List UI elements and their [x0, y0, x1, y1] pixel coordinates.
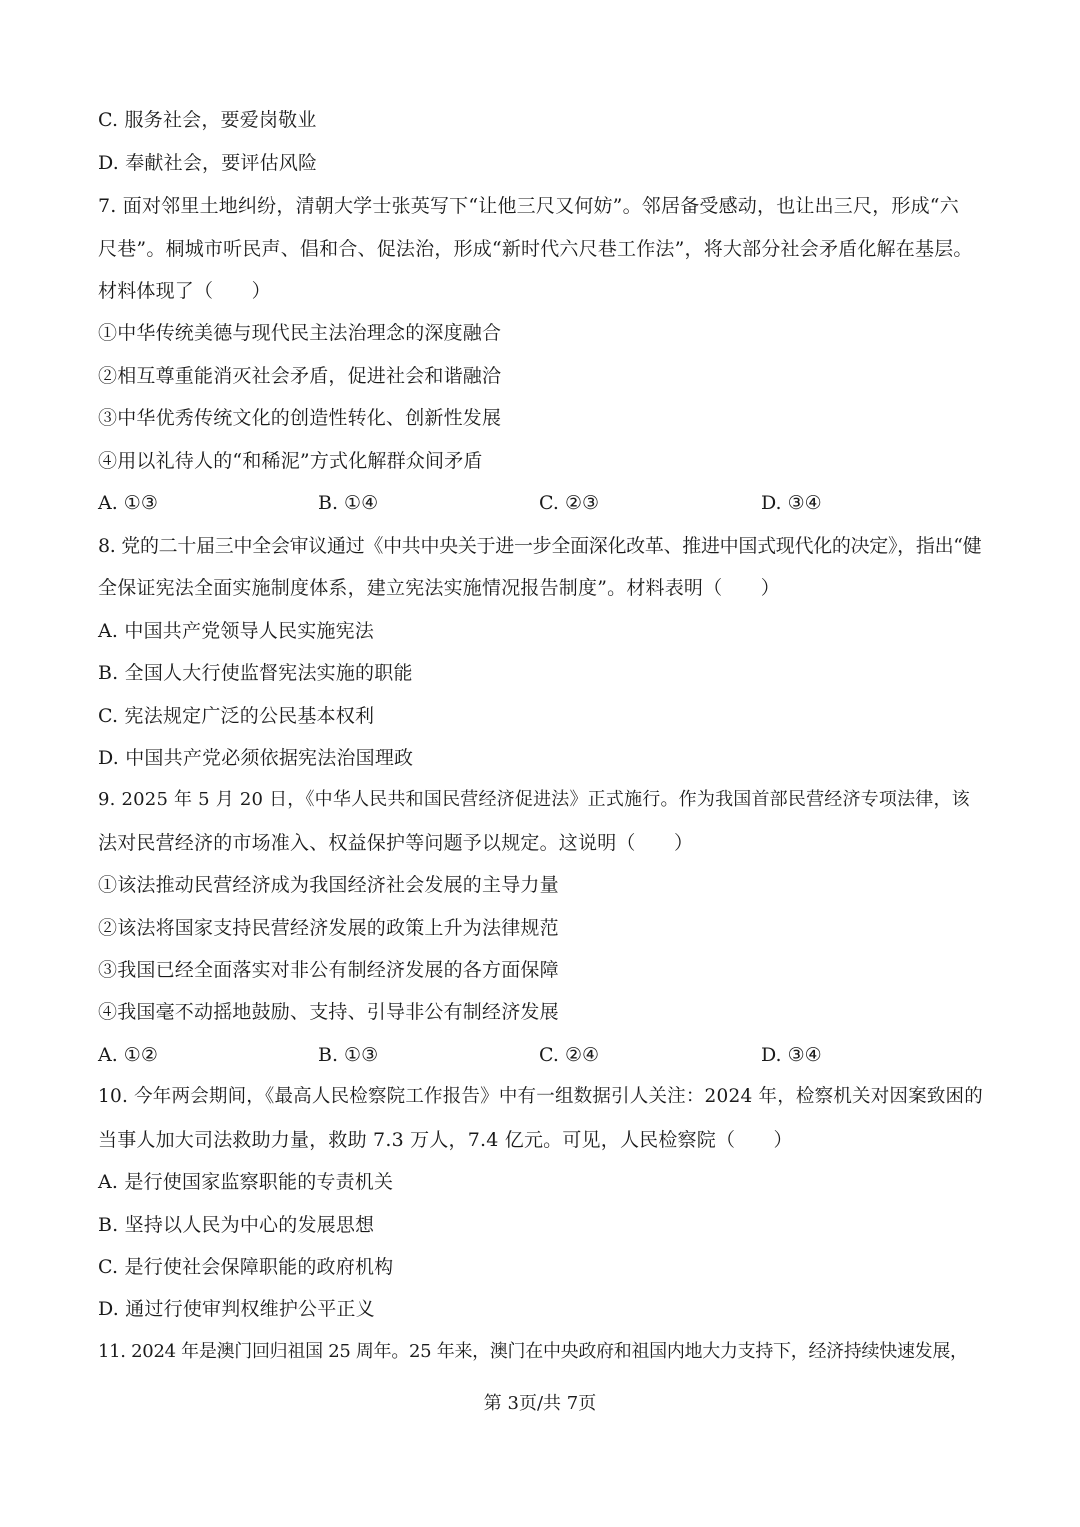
q9-stem-line-1: 9. 2025 年 5 月 20 日，《中华人民共和国民营经济促进法》正式施行。作为我国首部民营经济专项法律，该: [98, 789, 970, 810]
q10-option-b: B. 坚持以人民为中心的发展思想: [98, 1214, 375, 1236]
q7-stem-line-1: 7. 面对邻里土地纠纷，清朝大学士张英写下“让他三尺又何妨”。邻居备受感动，也让出三尺，形成“六: [98, 195, 959, 217]
q7-stem-line-2: 尺巷”。桐城市听民声、倡和合、促法治，形成“新时代六尺巷工作法”，将大部分社会矛盾化解在基层。: [98, 238, 973, 260]
q8-stem-line-1: 8. 党的二十届三中全会审议通过《中共中央关于进一步全面深化改革、推进中国式现代化的决定》，指出“健: [98, 535, 982, 557]
q7-item-3: ③中华优秀传统文化的创造性转化、创新性发展: [98, 407, 502, 429]
q9-stem-line-2: 法对民营经济的市场准入、权益保护等问题予以规定。这说明（ ）: [98, 832, 694, 854]
q10-stem-line-2: 当事人加大司法救助力量，救助 7.3 万人，7.4 亿元。可见，人民检察院（ ）: [98, 1129, 793, 1151]
q8-option-c: C. 宪法规定广泛的公民基本权利: [98, 705, 375, 727]
q10-stem-line-1: 10. 今年两会期间，《最高人民检察院工作报告》中有一组数据引人关注：2024 年，检察机关对因案致困的: [98, 1086, 983, 1107]
q9-item-2: ②该法将国家支持民营经济发展的政策上升为法律规范: [98, 917, 559, 939]
q8-option-b: B. 全国人大行使监督宪法实施的职能: [98, 662, 413, 684]
q8-option-d: D. 中国共产党必须依据宪法治国理政: [98, 747, 414, 769]
q6-option-d: D. 奉献社会，要评估风险: [98, 152, 318, 174]
q9-choice-b: B. ①③: [318, 1044, 379, 1066]
q11-stem-line-1: 11. 2024 年是澳门回归祖国 25 周年。25 年来，澳门在中央政府和祖国内地大力支持下，经济持续快速发展，: [98, 1341, 968, 1362]
page-number: 第 3页/共 7页: [483, 1393, 597, 1414]
q9-choice-c: C. ②④: [539, 1044, 600, 1066]
q7-choice-d: D. ③④: [761, 492, 822, 514]
q9-item-1: ①该法推动民营经济成为我国经济社会发展的主导力量: [98, 874, 559, 896]
q7-choice-c: C. ②③: [539, 492, 600, 514]
q10-option-d: D. 通过行使审判权维护公平正义: [98, 1298, 375, 1320]
q7-choice-b: B. ①④: [318, 492, 379, 514]
q7-item-2: ②相互尊重能消灭社会矛盾，促进社会和谐融洽: [98, 365, 502, 387]
q9-choice-a: A. ①②: [98, 1044, 158, 1066]
q10-option-a: A. 是行使国家监察职能的专责机关: [98, 1171, 394, 1193]
q7-choices-row: [98, 491, 998, 515]
q10-option-c: C. 是行使社会保障职能的政府机构: [98, 1256, 394, 1278]
q9-item-4: ④我国毫不动摇地鼓励、支持、引导非公有制经济发展: [98, 1001, 559, 1023]
q6-option-c: C. 服务社会，要爱岗敬业: [98, 109, 317, 131]
q9-item-3: ③我国已经全面落实对非公有制经济发展的各方面保障: [98, 959, 559, 981]
q9-choices-row: [98, 1043, 998, 1067]
q7-item-1: ①中华传统美德与现代民主法治理念的深度融合: [98, 322, 502, 344]
q7-choice-a: A. ①③: [98, 492, 158, 514]
q7-item-4: ④用以礼待人的“和稀泥”方式化解群众间矛盾: [98, 450, 483, 472]
q9-choice-d: D. ③④: [761, 1044, 822, 1066]
q8-option-a: A. 中国共产党领导人民实施宪法: [98, 620, 375, 642]
q8-stem-line-2: 全保证宪法全面实施制度体系，建立宪法实施情况报告制度”。材料表明（ ）: [98, 577, 780, 599]
q7-stem-line-3: 材料体现了（ ）: [98, 280, 271, 302]
